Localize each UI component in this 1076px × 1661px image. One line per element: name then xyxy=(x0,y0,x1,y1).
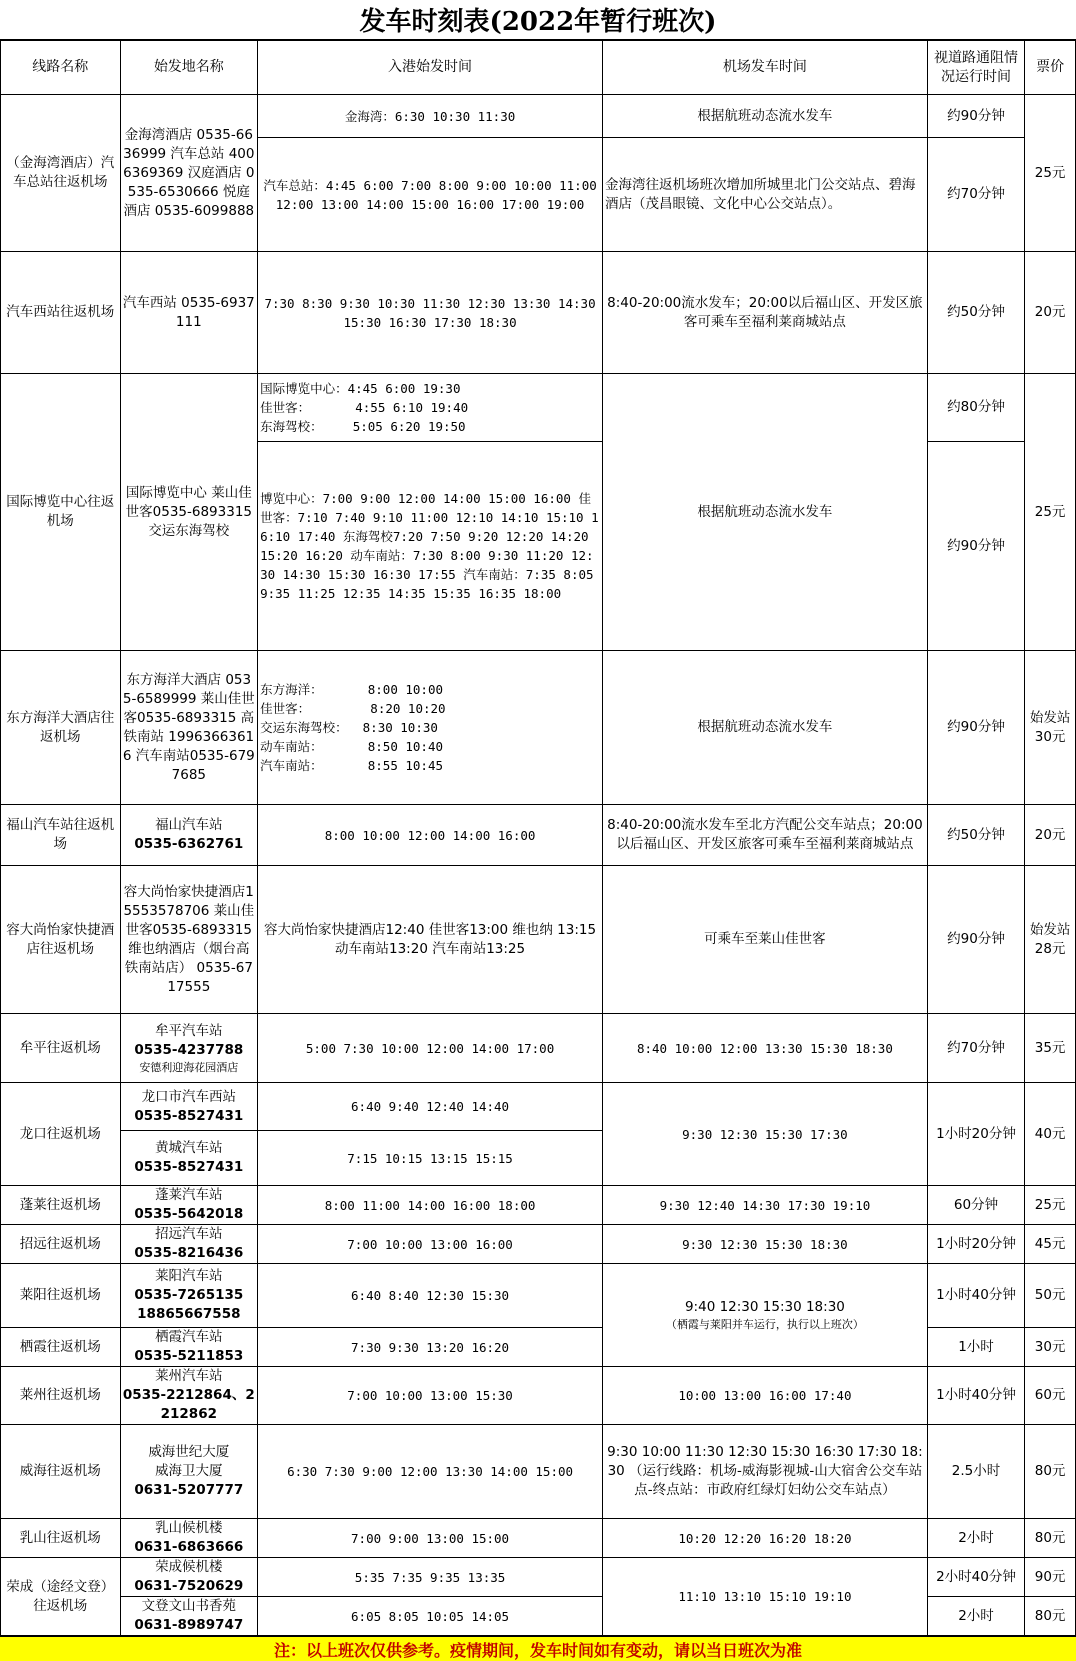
duration: 约90分钟 xyxy=(927,95,1024,138)
duration: 1小时40分钟 xyxy=(927,1367,1024,1425)
page-title: 发车时刻表(2022年暂行班次) xyxy=(0,0,1076,40)
origin-station: 荣成候机楼 xyxy=(155,1559,223,1575)
origin-phone: 0535-2212864、2212862 xyxy=(122,1387,255,1422)
fare: 80元 xyxy=(1025,1597,1076,1636)
footer-note: 注：以上班次仅供参考。疫情期间，发车时间如有变动，请以当日班次为准 xyxy=(0,1636,1076,1661)
inbound-times: 6:30 7:30 9:00 12:00 13:30 14:00 15:00 xyxy=(258,1425,603,1519)
origin-station: 福山汽车站 xyxy=(155,817,223,833)
fare: 35元 xyxy=(1025,1014,1076,1083)
route-name: 国际博览中心往返机场 xyxy=(1,374,121,651)
inbound-times: 5:00 7:30 10:00 12:00 14:00 17:00 xyxy=(258,1014,603,1083)
table-row xyxy=(1,1519,1076,1558)
origin-cell xyxy=(120,805,258,866)
origin-cell xyxy=(120,1186,258,1225)
origin-phone: 0535-8216436 xyxy=(134,1245,244,1261)
table-row xyxy=(1,1367,1076,1425)
origin-cell xyxy=(120,1558,258,1597)
table-row xyxy=(1,866,1076,1014)
fare: 40元 xyxy=(1025,1083,1076,1186)
airport-times: 根据航班动态流水发车 xyxy=(603,374,928,651)
origin-cell: 容大尚怡家快捷酒店15553578706 莱山佳世客0535-6893315 维也纳酒店（烟台高铁南站店） 0535-6717555 xyxy=(120,866,258,1014)
table-row xyxy=(1,252,1076,374)
table-row xyxy=(1,1014,1076,1083)
origin-cell: 金海湾酒店 0535-6636999 汽车总站 4006369369 汉庭酒店 0535-6530666 悦庭酒店 0535-6099888 xyxy=(120,95,258,252)
origin-phone: 0631-8989747 xyxy=(134,1617,244,1633)
route-name: （金海湾酒店）汽车总站往返机场 xyxy=(1,95,121,252)
airport-times: 9:30 10:00 11:30 12:30 15:30 16:30 17:30 18:30 （运行线路：机场-威海影视城-山大宿舍公交车站点-终点站：市政府红绿灯妇幼公交车站点） xyxy=(603,1425,928,1519)
table-row xyxy=(1,1186,1076,1225)
airport-times: 9:30 12:40 14:30 17:30 19:10 xyxy=(603,1186,928,1225)
fare: 30元 xyxy=(1025,1328,1076,1367)
fare: 25元 xyxy=(1025,95,1076,252)
origin-phone: 0631-6863666 xyxy=(134,1539,244,1555)
table-row xyxy=(1,1425,1076,1519)
route-name: 牟平往返机场 xyxy=(1,1014,121,1083)
fare: 80元 xyxy=(1025,1519,1076,1558)
header-inbound: 入港始发时间 xyxy=(258,41,603,95)
header-origin: 始发地名称 xyxy=(120,41,258,95)
inbound-times: 7:00 10:00 13:00 16:00 xyxy=(258,1225,603,1264)
airport-times-text: 9:40 12:30 15:30 18:30 xyxy=(684,1299,845,1315)
airport-times: 8:40-20:00流水发车至北方汽配公交车站点；20:00以后福山区、开发区旅客可乘车至福利莱商城站点 xyxy=(603,805,928,866)
duration: 约80分钟 xyxy=(927,374,1024,442)
inbound-times: 6:40 9:40 12:40 14:40 xyxy=(258,1083,603,1131)
header-route: 线路名称 xyxy=(1,41,121,95)
inbound-times: 国际博览中心：4:45 6:00 19:30 佳世客： 4:55 6:10 19:40 东海驾校： 5:05 6:20 19:50 xyxy=(258,374,603,442)
duration: 约90分钟 xyxy=(927,866,1024,1014)
route-name: 乳山往返机场 xyxy=(1,1519,121,1558)
route-name: 威海往返机场 xyxy=(1,1425,121,1519)
inbound-times: 5:35 7:35 9:35 13:35 xyxy=(258,1558,603,1597)
origin-cell xyxy=(120,1131,258,1186)
fare: 始发站28元 xyxy=(1025,866,1076,1014)
airport-times: 根据航班动态流水发车 xyxy=(603,95,928,138)
fare: 始发站30元 xyxy=(1025,651,1076,805)
origin-phone: 0631-5207777 xyxy=(134,1482,244,1498)
airport-times: 金海湾往返机场班次增加所城里北门公交站点、碧海酒店（茂昌眼镜、文化中心公交站点）。 xyxy=(603,138,928,252)
fare: 25元 xyxy=(1025,1186,1076,1225)
header-fare: 票价 xyxy=(1025,41,1076,95)
origin-cell xyxy=(120,1425,258,1519)
duration: 2小时40分钟 xyxy=(927,1558,1024,1597)
duration: 2小时 xyxy=(927,1597,1024,1636)
origin-station: 莱州汽车站 xyxy=(155,1368,223,1384)
inbound-times: 7:00 10:00 13:00 15:30 xyxy=(258,1367,603,1425)
airport-times xyxy=(603,1264,928,1367)
duration: 约70分钟 xyxy=(927,138,1024,252)
origin-phone-2: 18865667558 xyxy=(137,1306,241,1322)
table-row xyxy=(1,374,1076,442)
inbound-times: 7:30 8:30 9:30 10:30 11:30 12:30 13:30 14:30 15:30 16:30 17:30 18:30 xyxy=(258,252,603,374)
origin-phone: 0535-8527431 xyxy=(134,1159,244,1175)
origin-cell: 国际博览中心 莱山佳世客0535-6893315 交运东海驾校 xyxy=(120,374,258,651)
origin-phone: 0631-7520629 xyxy=(134,1578,244,1594)
inbound-times: 7:00 9:00 13:00 15:00 xyxy=(258,1519,603,1558)
table-row xyxy=(1,1225,1076,1264)
fare: 50元 xyxy=(1025,1264,1076,1328)
origin-station: 莱阳汽车站 xyxy=(155,1268,223,1284)
inbound-times: 8:00 10:00 12:00 14:00 16:00 xyxy=(258,805,603,866)
airport-times: 9:30 12:30 15:30 17:30 xyxy=(603,1083,928,1186)
duration: 约90分钟 xyxy=(927,442,1024,651)
origin-cell: 东方海洋大酒店 0535-6589999 莱山佳世客0535-6893315 高铁南站 19963663616 汽车南站0535-6797685 xyxy=(120,651,258,805)
fare: 80元 xyxy=(1025,1425,1076,1519)
table-row xyxy=(1,651,1076,805)
header-row xyxy=(1,41,1076,95)
fare: 20元 xyxy=(1025,805,1076,866)
airport-times: 9:30 12:30 15:30 18:30 xyxy=(603,1225,928,1264)
route-name: 莱阳往返机场 xyxy=(1,1264,121,1328)
airport-times: 10:20 12:20 16:20 18:20 xyxy=(603,1519,928,1558)
airport-times: 11:10 13:10 15:10 19:10 xyxy=(603,1558,928,1636)
route-name: 莱州往返机场 xyxy=(1,1367,121,1425)
origin-cell xyxy=(120,1264,258,1328)
origin-phone: 0535-7265135 xyxy=(134,1287,244,1303)
route-name: 东方海洋大酒店往返机场 xyxy=(1,651,121,805)
duration: 2小时 xyxy=(927,1519,1024,1558)
route-name: 汽车西站往返机场 xyxy=(1,252,121,374)
origin-cell xyxy=(120,1328,258,1367)
inbound-times: 7:15 10:15 13:15 15:15 xyxy=(258,1131,603,1186)
inbound-times: 东方海洋： 8:00 10:00 佳世客： 8:20 10:20 交运东海驾校： 8:30 10:30 动车南站： 8:50 10:40 汽车南站： 8:55 10:45 xyxy=(258,651,603,805)
inbound-times: 博览中心：7:00 9:00 12:00 14:00 15:00 16:00 佳世客：7:10 7:40 9:10 11:00 12:10 14:10 15:10 16:10 17:40 东海驾校7:20 7:50 9:20 12:20 14:20 15:20 16:20 动车南站：7:30 8:00 9:30 11:20 12:30 14:30 15:30 16:30 17:55 汽车南站：7:35 8:05 9:35 11:25 12:35 14:35 15:35 16:35 18:00 xyxy=(258,442,603,651)
fare: 25元 xyxy=(1025,374,1076,651)
origin-phone: 0535-5211853 xyxy=(134,1348,244,1364)
origin-cell xyxy=(120,1597,258,1636)
origin-station: 招远汽车站 xyxy=(155,1226,223,1242)
duration: 1小时 xyxy=(927,1328,1024,1367)
origin-station: 牟平汽车站 xyxy=(155,1022,223,1039)
inbound-times: 6:40 8:40 12:30 15:30 xyxy=(258,1264,603,1328)
route-name: 蓬莱往返机场 xyxy=(1,1186,121,1225)
route-name: 福山汽车站往返机场 xyxy=(1,805,121,866)
table-row xyxy=(1,1083,1076,1131)
airport-times: 根据航班动态流水发车 xyxy=(603,651,928,805)
fare: 60元 xyxy=(1025,1367,1076,1425)
origin-cell xyxy=(120,1014,258,1083)
inbound-times: 容大尚怡家快捷酒店12:40 佳世客13:00 维也纳 13:15 动车南站13:20 汽车南站13:25 xyxy=(258,866,603,1014)
header-airport: 机场发车时间 xyxy=(603,41,928,95)
origin-station: 栖霞汽车站 xyxy=(155,1329,223,1345)
duration: 约70分钟 xyxy=(927,1014,1024,1083)
table-row xyxy=(1,805,1076,866)
route-name: 栖霞往返机场 xyxy=(1,1328,121,1367)
schedule-table xyxy=(0,40,1076,1636)
origin-phone: 0535-6362761 xyxy=(134,836,244,852)
origin-phone: 0535-5642018 xyxy=(134,1206,244,1222)
origin-phone: 0535-4237788 xyxy=(134,1041,244,1058)
fare: 45元 xyxy=(1025,1225,1076,1264)
duration: 约50分钟 xyxy=(927,805,1024,866)
route-name: 龙口往返机场 xyxy=(1,1083,121,1186)
table-row xyxy=(1,95,1076,138)
origin-cell: 汽车西站 0535-6937111 xyxy=(120,252,258,374)
origin-station: 蓬莱汽车站 xyxy=(155,1187,223,1203)
duration: 1小时20分钟 xyxy=(927,1225,1024,1264)
origin-cell xyxy=(120,1225,258,1264)
origin-station: 黄城汽车站 xyxy=(155,1140,223,1156)
airport-times: 10:00 13:00 16:00 17:40 xyxy=(603,1367,928,1425)
origin-station: 威海世纪大厦 威海卫大厦 xyxy=(148,1444,230,1479)
duration: 约90分钟 xyxy=(927,651,1024,805)
fare: 20元 xyxy=(1025,252,1076,374)
airport-times: 8:40 10:00 12:00 13:30 15:30 18:30 xyxy=(603,1014,928,1083)
duration: 1小时20分钟 xyxy=(927,1083,1024,1186)
origin-phone: 0535-8527431 xyxy=(134,1107,244,1124)
duration: 1小时40分钟 xyxy=(927,1264,1024,1328)
inbound-times: 7:30 9:30 13:20 16:20 xyxy=(258,1328,603,1367)
inbound-times: 金海湾：6:30 10:30 11:30 xyxy=(258,95,603,138)
duration: 60分钟 xyxy=(927,1186,1024,1225)
fare: 90元 xyxy=(1025,1558,1076,1597)
header-duration: 视道路通阻情况运行时间 xyxy=(927,41,1024,95)
origin-station: 文登文山书香苑 xyxy=(141,1598,237,1614)
origin-cell xyxy=(120,1519,258,1558)
origin-station: 龙口市汽车西站 xyxy=(141,1088,237,1105)
inbound-times: 6:05 8:05 10:05 14:05 xyxy=(258,1597,603,1636)
airport-times: 8:40-20:00流水发车；20:00以后福山区、开发区旅客可乘车至福利莱商城站点 xyxy=(603,252,928,374)
table-row xyxy=(1,1264,1076,1328)
airport-note: （栖霞与莱阳并车运行，执行以上班次） xyxy=(665,1318,864,1331)
route-name: 荣成（途经文登）往返机场 xyxy=(1,1558,121,1636)
duration: 约50分钟 xyxy=(927,252,1024,374)
route-name: 招远往返机场 xyxy=(1,1225,121,1264)
origin-cell xyxy=(120,1367,258,1425)
route-name: 容大尚怡家快捷酒店往返机场 xyxy=(1,866,121,1014)
origin-station: 乳山候机楼 xyxy=(155,1520,223,1536)
duration: 2.5小时 xyxy=(927,1425,1024,1519)
inbound-times: 8:00 11:00 14:00 16:00 18:00 xyxy=(258,1186,603,1225)
airport-times: 可乘车至莱山佳世客 xyxy=(603,866,928,1014)
origin-extra: 安德利迎海花园酒店 xyxy=(139,1060,239,1074)
table-row xyxy=(1,1558,1076,1597)
origin-cell xyxy=(120,1083,258,1131)
inbound-times: 汽车总站：4:45 6:00 7:00 8:00 9:00 10:00 11:00 12:00 13:00 14:00 15:00 16:00 17:00 19:00 xyxy=(258,138,603,252)
